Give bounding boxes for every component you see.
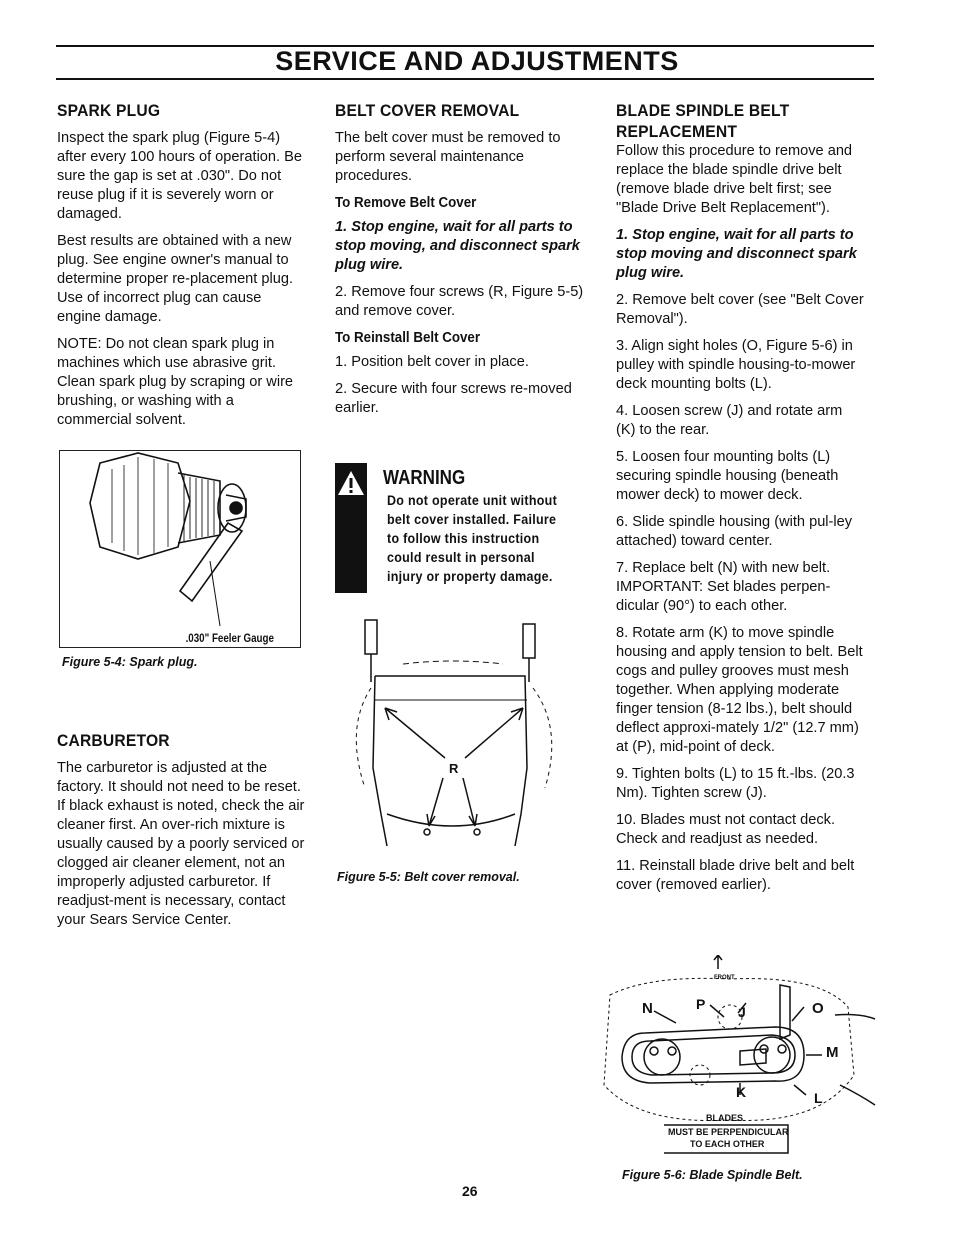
front-label: FRONT — [714, 975, 735, 981]
page-number: 26 — [462, 1183, 478, 1199]
warning-box — [335, 463, 585, 593]
blade-spindle-heading-line-2: REPLACEMENT — [616, 122, 738, 141]
note-line-2: MUST BE PERPENDICULAR — [668, 1127, 789, 1137]
blade-spindle-step-3: 3. Align sight holes (O, Figure 5-6) in pulley with spindle housing-to-mower deck mounting bolts (L). — [616, 338, 856, 392]
blade-spindle-step-5: 5. Loosen four mounting bolts (L) securing spindle housing (beneath mower deck) to mower deck. — [616, 449, 839, 503]
blade-spindle-step-11: 11. Reinstall blade drive belt and belt cover (removed earlier). — [616, 858, 855, 893]
feeler-gauge-label: .030" Feeler Gauge — [185, 633, 274, 645]
belt-cover-intro: The belt cover must be removed to perform several maintenance procedures. — [335, 130, 561, 184]
reinstall-step-2: 2. Secure with four screws re-moved earlier. — [335, 381, 572, 416]
carburetor-paragraph: The carburetor is adjusted at the factory. It should not need to be reset. If black exhaust is noted, check the air cleaner first. An over-rich mixture is usually caused by a poorly serviced or clogged air cleaner element, not an improperly adjusted carburetor. If readjust-ment is necessary, contact your Sears Service Center. — [57, 760, 305, 928]
page-title: SERVICE AND ADJUSTMENTS — [275, 46, 679, 76]
belt-cover-section — [335, 100, 585, 426]
spark-plug-illustration — [60, 451, 300, 647]
blade-spindle-intro: Follow this procedure to remove and replace the blade spindle drive belt (remove blade drive belt first; see "Blade Drive Belt Replacement"). — [616, 143, 853, 216]
remove-step-2: 2. Remove four screws (R, Figure 5-5) and remove cover. — [335, 284, 584, 319]
blade-spindle-step-9: 9. Tighten bolts (L) to 15 ft.-lbs. (20.3 Nm). Tighten screw (J). — [616, 766, 855, 801]
blade-spindle-step-1: 1. Stop engine, wait for all parts to stop moving and disconnect spark plug wire. — [616, 227, 857, 281]
remove-step-1: 1. Stop engine, wait for all parts to stop moving, and disconnect spark plug wire. — [335, 219, 580, 273]
figure-5-5-caption: Figure 5-5: Belt cover removal. — [337, 870, 520, 884]
spark-plug-paragraph-1: Inspect the spark plug (Figure 5-4) after every 100 hours of operation. Be sure the gap is set at .030". Do not reuse plug if it is severely worn or damaged. — [57, 130, 303, 222]
blade-spindle-step-10: 10. Blades must not contact deck. Check and readjust as needed. — [616, 812, 836, 847]
blade-spindle-step-6: 6. Slide spindle housing (with pul-ley attached) toward center. — [616, 514, 853, 549]
spark-plug-figure — [59, 450, 301, 648]
reinstall-belt-cover-heading: To Reinstall Belt Cover — [335, 330, 481, 346]
label-o: O — [812, 1000, 824, 1017]
blade-spindle-step-4: 4. Loosen screw (J) and rotate arm (K) to the rear. — [616, 403, 843, 438]
label-m: M — [826, 1044, 839, 1061]
note-line-3: TO EACH OTHER — [690, 1139, 765, 1149]
blade-spindle-illustration — [590, 955, 880, 1160]
figure-5-6-caption: Figure 5-6: Blade Spindle Belt. — [622, 1168, 803, 1182]
reinstall-step-1: 1. Position belt cover in place. — [335, 354, 529, 370]
warning-title: WARNING — [383, 467, 466, 489]
belt-cover-heading: BELT COVER REMOVAL — [335, 101, 520, 120]
blade-spindle-heading-line-1: BLADE SPINDLE BELT — [616, 101, 790, 120]
figure-5-4-caption: Figure 5-4: Spark plug. — [62, 655, 198, 669]
label-n: N — [642, 1000, 653, 1017]
label-p: P — [696, 996, 706, 1012]
belt-cover-figure — [335, 618, 575, 863]
blade-spindle-step-8: 8. Rotate arm (K) to move spindle housing and apply tension to belt. Belt cogs and pulley grooves must mesh together. When applying moderate finger tension (8-12 lbs.), belt should deflect approxi-mately 1/2" (12.7 mm) at (P), mid-point of deck. — [616, 625, 863, 755]
warning-bar — [335, 463, 367, 593]
warning-triangle-icon — [337, 469, 365, 497]
screw-label-r: R — [449, 761, 459, 776]
spark-plug-paragraph-3: NOTE: Do not clean spark plug in machines which use abrasive grit. Clean spark plug by scraping or wire brushing, or washing with a commercial solvent. — [57, 336, 294, 428]
blade-spindle-figure — [590, 955, 880, 1165]
title-underline — [56, 78, 874, 80]
label-l: L — [814, 1090, 823, 1106]
remove-belt-cover-heading: To Remove Belt Cover — [335, 195, 477, 211]
warning-text: Do not operate unit without belt cover installed. Failure to follow this instruction could result in personal injury or property damage. — [387, 493, 558, 584]
carburetor-heading: CARBURETOR — [57, 731, 170, 750]
note-line-1: BLADES — [706, 1113, 744, 1123]
belt-cover-illustration — [335, 618, 575, 858]
spark-plug-paragraph-2: Best results are obtained with a new plug. See engine owner's manual to determine proper re-placement plug. Use of incorrect plug can cause engine damage. — [57, 233, 294, 325]
carburetor-section — [57, 730, 307, 938]
blade-spindle-step-2: 2. Remove belt cover (see "Belt Cover Removal"). — [616, 292, 864, 327]
blade-spindle-section — [616, 100, 864, 903]
blade-spindle-step-7: 7. Replace belt (N) with new belt. IMPORTANT: Set blades perpen-dicular (90°) to each other. — [616, 560, 831, 614]
label-j: J — [738, 1004, 746, 1020]
label-k: K — [736, 1084, 747, 1100]
spark-plug-section — [57, 100, 307, 438]
spark-plug-heading: SPARK PLUG — [57, 101, 161, 120]
